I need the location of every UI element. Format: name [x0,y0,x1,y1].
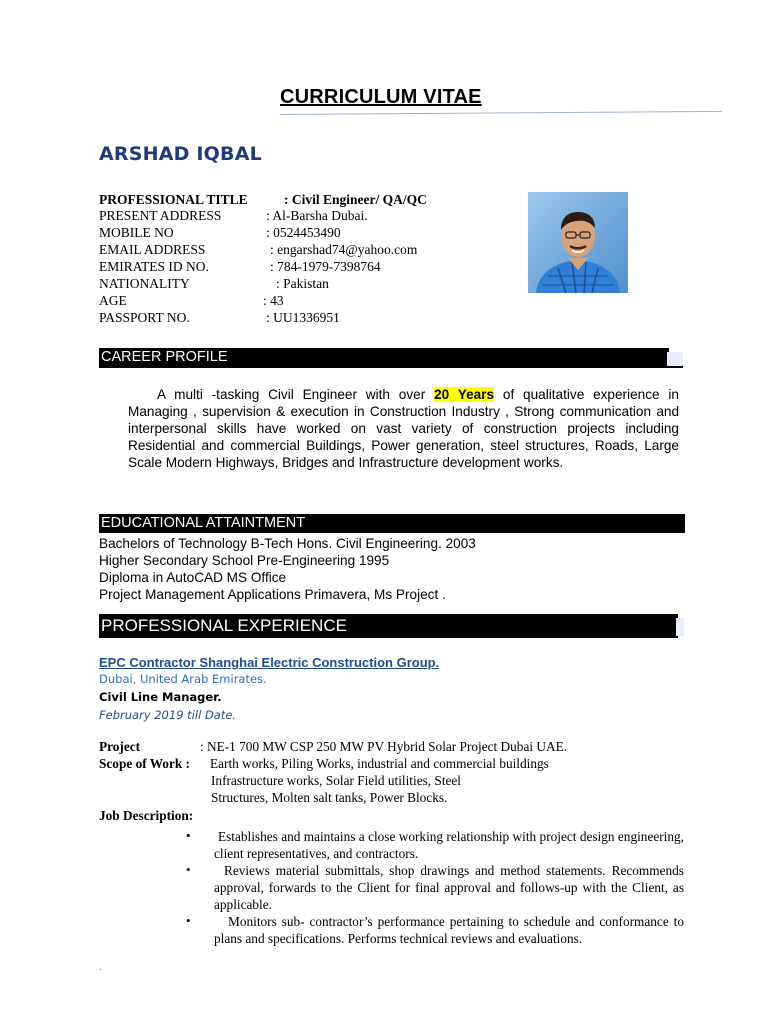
education-item: Higher Secondary School Pre-Engineering 1995 [99,553,390,568]
duty-item [214,862,684,913]
career-profile-heading: CAREER PROFILE [99,348,669,367]
duty-item [214,828,684,862]
experience-heading: PROFESSIONAL EXPERIENCE [99,614,678,638]
project-label: Project [99,739,141,754]
scope-label: Scope of Work : [99,756,190,771]
duty-text: Establishes and maintains a close working relationship with project design engineering, client representatives, and contractors. [214,829,684,861]
job-role: Civil Line Manager. [99,690,222,704]
bullet-icon: • [186,913,191,928]
job-dates: February 2019 till Date. [99,708,237,722]
info-value-nationality: : Pakistan [276,276,329,291]
scope-line: Infrastructure works, Solar Field utilities, Steel [211,773,462,788]
scope-line: Structures, Molten salt tanks, Power Blocks. [211,790,448,805]
info-label-email: EMAIL ADDRESS [99,242,206,257]
heading-decoration [667,352,683,367]
project-value: : NE-1 700 MW CSP 250 MW PV Hybrid Solar Project Dubai UAE. [200,739,568,754]
bullet-icon: • [186,862,191,877]
info-label-nationality: NATIONALITY [99,276,190,291]
info-label-age: AGE [99,293,127,308]
experience-years-highlight: 20 Years [434,387,495,402]
education-item: Bachelors of Technology B-Tech Hons. Civil Engineering. 2003 [99,536,476,551]
heading-decoration [676,618,684,636]
info-value-address: : Al-Barsha Dubai. [266,208,368,223]
info-label-mobile: MOBILE NO [99,225,174,240]
info-value-passport: : UU1336951 [266,310,340,325]
company-name: EPC Contractor Shanghai Electric Construction Group. [99,655,440,670]
scope-line: Earth works, Piling Works, industrial and commercial buildings [210,756,549,771]
profile-photo [528,192,628,293]
education-item: Diploma in AutoCAD MS Office [99,570,287,585]
education-heading: EDUCATIONAL ATTAINTMENT [99,514,685,533]
heading-underline [99,367,683,368]
education-item: Project Management Applications Primavera, Ms Project . [99,587,446,602]
document-title: CURRICULUM VITAE [280,86,482,108]
info-value-email: : engarshad74@yahoo.com [270,242,418,257]
info-label-title: PROFESSIONAL TITLE [99,192,248,207]
job-description-label: Job Description: [99,808,194,823]
info-label-address: PRESENT ADDRESS [99,208,222,223]
info-value-mobile: : 0524453490 [266,225,341,240]
duty-text: Reviews material submittals, shop drawings and method statements. Recommends approval, forwards to the Client for final approval and follows-up with the Client, as applicable. [214,863,684,912]
profile-text-rest: of qualitative experience in Managing , supervision & execution in Construction Industry , Strong communication and interpersonal skills have worked on vast variety of construction projects including Residential and commercial Buildings, Power generation, steel structures, Roads, Large Scale Modern Highways, Bridges and Infrastructure development works. [128,387,679,470]
info-label-emirates-id: EMIRATES ID NO. [99,259,209,274]
bullet-icon: • [186,828,191,843]
candidate-name: ARSHAD IQBAL [99,143,262,165]
duty-item [214,913,684,947]
duty-text: Monitors sub- contractor’s performance pertaining to schedule and conformance to plans and specifications. Performs technical reviews and evaluations. [214,914,684,946]
profile-text-start: A multi -tasking Civil Engineer with over [157,387,435,402]
info-value-age: : 43 [263,293,284,308]
job-location: Dubai, United Arab Emirates. [99,672,267,686]
info-value-emirates-id: : 784-1979-7398764 [270,259,381,274]
career-profile-text [128,386,679,471]
info-label-passport: PASSPORT NO. [99,310,190,325]
title-rule [280,111,722,115]
stray-mark: ` [99,968,102,977]
info-value-title: : Civil Engineer/ QA/QC [284,192,427,207]
